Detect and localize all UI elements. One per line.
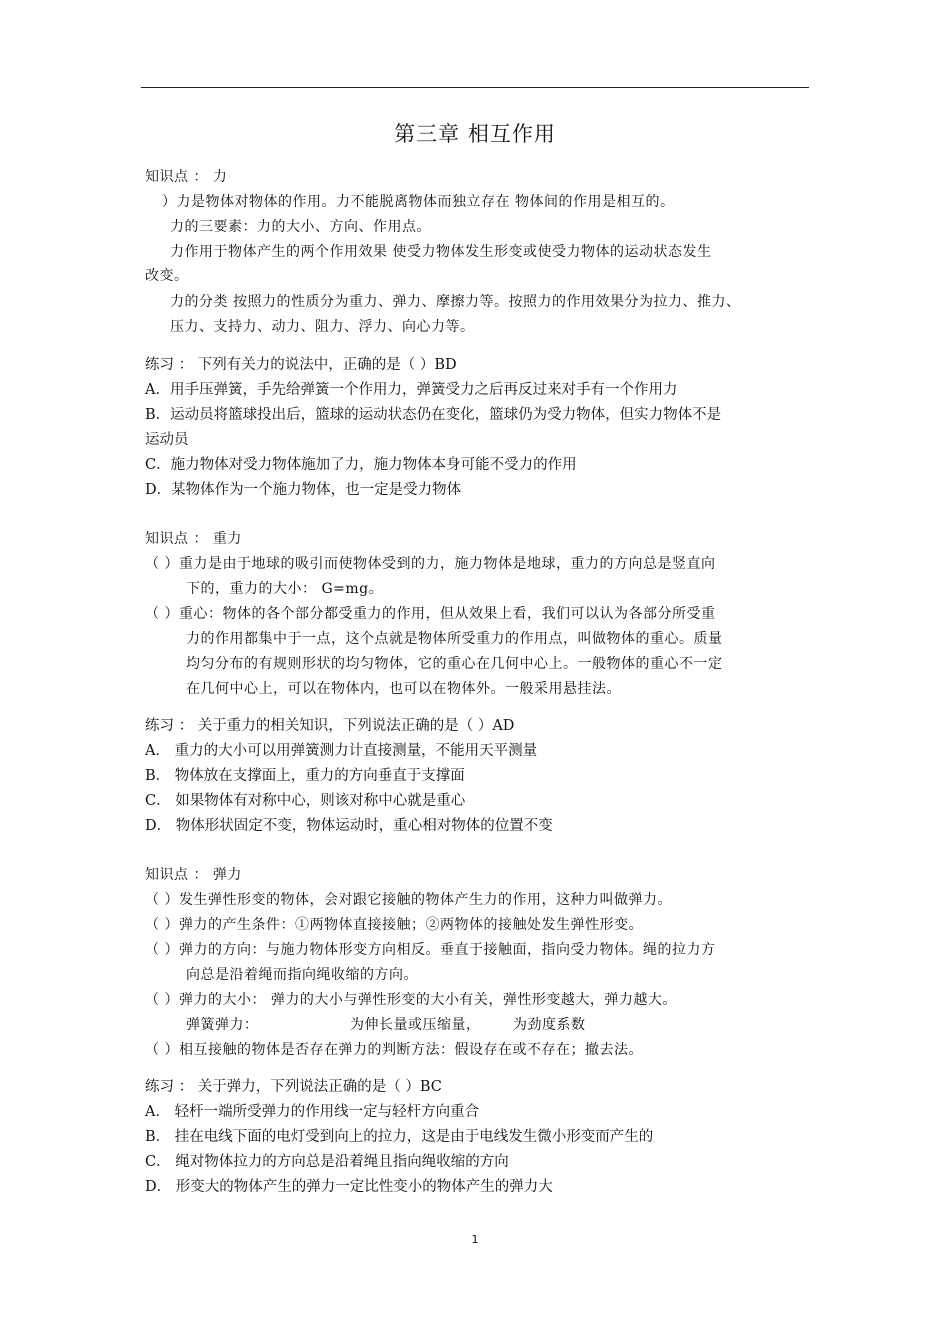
exercise-option-d: D．某物体作为一个施力物体，也一定是受力物体	[145, 482, 462, 498]
spring-extension-note: 为伸长量或压缩量，	[350, 1017, 481, 1033]
gravity-text-line: （ ）重力是由于地球的吸引而使物体受到的力，施力物体是地球，重力的方向总是竖直向	[145, 556, 716, 572]
exercise-option-c: C．施力物体对受力物体施加了力，施力物体本身可能不受力的作用	[145, 457, 577, 473]
force-text-line: 力的三要素：力的大小、方向、作用点。	[170, 219, 431, 235]
spring-force-label: 弹簧弹力：	[186, 1017, 259, 1033]
exercise-option-b: B．运动员将篮球投出后，篮球的运动状态仍在变化，篮球仍为受力物体，但实力物体不是	[145, 407, 722, 423]
exercise-question: 练习 ： 关于重力的相关知识，下列说法正确的是（ ）AD	[145, 718, 515, 734]
exercise-question: 练习 ： 下列有关力的说法中，正确的是（ ）BD	[145, 357, 457, 373]
exercise-question: 练习 ： 关于弹力，下列说法正确的是（ ）BC	[145, 1079, 442, 1095]
exercise-option-b: B． 挂在电线下面的电灯受到向上的拉力，这是由于电线发生微小形变而产生的	[145, 1129, 654, 1145]
force-text-line: 压力、支持力、动力、阻力、浮力、向心力等。	[170, 319, 475, 335]
elastic-text-line: （ ）发生弹性形变的物体，会对跟它接触的物体产生力的作用，这种力叫做弹力。	[145, 892, 672, 908]
chapter-title: 第三章 相互作用	[394, 122, 556, 146]
gravity-text-line: 均匀分布的有规则形状的均匀物体，它的重心在几何中心上。一般物体的重心不一定	[186, 656, 723, 672]
exercise-option-a: A．用手压弹簧，手先给弹簧一个作用力，弹簧受力之后再反过来对手有一个作用力	[145, 382, 678, 398]
gravity-text-line: （ ）重心：物体的各个部分都受重力的作用，但从效果上看，我们可以认为各部分所受重	[145, 606, 716, 622]
page-number: 1	[471, 1233, 479, 1246]
exercise-option-a: A． 重力的大小可以用弹簧测力计直接测量，不能用天平测量	[145, 743, 538, 759]
gravity-text-line: 在几何中心上，可以在物体内，也可以在物体外。一般采用悬挂法。	[186, 681, 621, 697]
exercise-option-a: A． 轻杆一端所受弹力的作用线一定与轻杆方向重合	[145, 1104, 480, 1120]
elastic-text-line: （ ）相互接触的物体是否存在弹力的判断方法：假设存在或不存在；撤去法。	[145, 1042, 643, 1058]
force-text-line: ）力是物体对物体的作用。力不能脱离物体而独立存在 物体间的作用是相互的。	[162, 194, 675, 210]
exercise-option-d: D． 物体形状固定不变，物体运动时，重心相对物体的位置不变	[145, 818, 553, 834]
elastic-text-line: （ ）弹力的大小： 弹力的大小与弹性形变的大小有关，弹性形变越大，弹力越大。	[145, 992, 677, 1008]
exercise-option-b: B． 物体放在支撑面上，重力的方向垂直于支撑面	[145, 768, 465, 784]
section-heading-gravity: 知识点 ： 重力	[145, 531, 242, 547]
elastic-text-line: （ ）弹力的方向：与施力物体形变方向相反。垂直于接触面，指向受力物体。绳的拉力方	[145, 942, 716, 958]
gravity-text-line: 下的，重力的大小： G=mg。	[186, 581, 384, 597]
force-text-line: 力的分类 按照力的性质分为重力、弹力、摩擦力等。按照力的作用效果分为拉力、推力、	[170, 294, 741, 310]
section-heading-force: 知识点 ： 力	[145, 169, 228, 185]
exercise-option-d: D． 形变大的物体产生的弹力一定比性变小的物体产生的弹力大	[145, 1179, 553, 1195]
section-heading-elastic: 知识点 ： 弹力	[145, 867, 242, 883]
elastic-text-line: 向总是沿着绳而指向绳收缩的方向。	[186, 967, 418, 983]
force-text-line: 改变。	[145, 268, 189, 284]
header-rule	[141, 87, 809, 88]
spring-constant-note: 为劲度系数	[513, 1017, 586, 1033]
exercise-option-c: C． 绳对物体拉力的方向总是沿着绳且指向绳收缩的方向	[145, 1154, 509, 1170]
force-text-line: 力作用于物体产生的两个作用效果 使受力物体发生形变或使受力物体的运动状态发生	[170, 244, 712, 260]
elastic-text-line: （ ）弹力的产生条件：①两物体直接接触；②两物体的接触处发生弹性形变。	[145, 917, 643, 933]
gravity-text-line: 力的作用都集中于一点，这个点就是物体所受重力的作用点，叫做物体的重心。质量	[186, 631, 723, 647]
exercise-option-c: C． 如果物体有对称中心，则该对称中心就是重心	[145, 793, 466, 809]
exercise-option-b-cont: 运动员	[145, 432, 189, 448]
